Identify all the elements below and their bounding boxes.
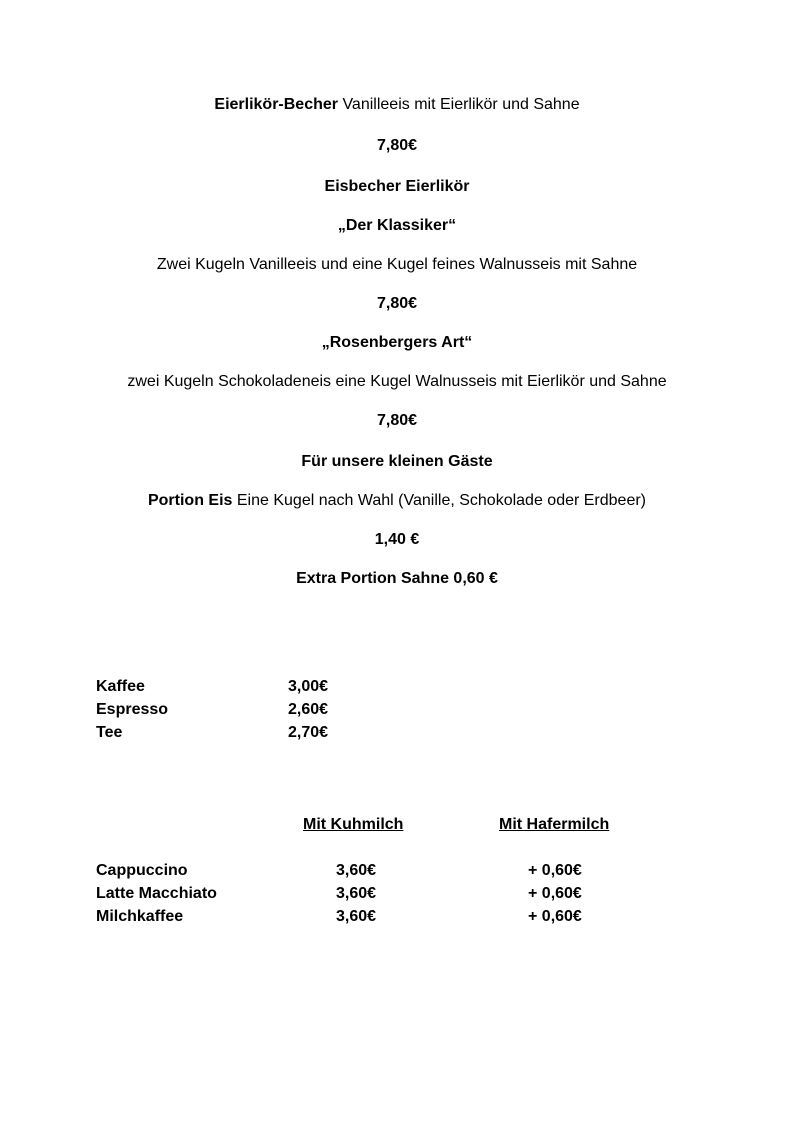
milk-drink-price: 3,60€ [336, 862, 377, 879]
drink-name: Espresso [96, 701, 169, 718]
drink-name: Tee [96, 724, 123, 741]
rosenbergers-name: „Rosenbergers Art“ [321, 334, 473, 351]
milk-drink-name: Latte Macchiato [96, 885, 217, 902]
portion-line [0, 492, 794, 510]
klassiker-description: Zwei Kugeln Vanilleeis und eine Kugel feines Walnusseis mit Sahne [156, 256, 638, 273]
milk-drink-name: Cappuccino [96, 862, 188, 879]
hafermilch-column-header: Mit Hafermilch [499, 816, 610, 833]
portion-description: Eine Kugel nach Wahl (Vanille, Schokolade oder Erdbeer) [232, 492, 647, 509]
portion-price: 1,40 € [374, 531, 420, 548]
rosenbergers-description: zwei Kugeln Schokoladeneis eine Kugel Walnusseis mit Eierlikör und Sahne [127, 373, 667, 390]
klassiker-price: 7,80€ [376, 295, 418, 312]
milk-drink-surcharge: + 0,60€ [528, 862, 582, 879]
drink-price: 2,60€ [288, 701, 329, 718]
milk-drink-price: 3,60€ [336, 908, 377, 925]
rosenbergers-price: 7,80€ [376, 412, 418, 429]
drink-price: 3,00€ [288, 678, 329, 695]
drink-name: Kaffee [96, 678, 145, 695]
eierlikoer-becher-name: Eierlikör-Becher [214, 96, 338, 113]
eisbecher-heading: Eisbecher Eierlikör [324, 178, 470, 195]
milk-drink-surcharge: + 0,60€ [528, 908, 582, 925]
eierlikoer-becher-description: Vanilleeis mit Eierlikör und Sahne [338, 96, 580, 113]
milk-drink-name: Milchkaffee [96, 908, 184, 925]
milk-drink-price: 3,60€ [336, 885, 377, 902]
eierlikoer-becher-price: 7,80€ [376, 137, 418, 154]
extra-sahne: Extra Portion Sahne 0,60 € [296, 570, 498, 587]
eierlikoer-becher-line [0, 96, 794, 114]
portion-name: Portion Eis [147, 492, 233, 509]
klassiker-name: „Der Klassiker“ [337, 217, 457, 234]
kids-heading: Für unsere kleinen Gäste [301, 453, 493, 470]
kuhmilch-column-header: Mit Kuhmilch [303, 816, 404, 833]
drink-price: 2,70€ [288, 724, 329, 741]
milk-drink-surcharge: + 0,60€ [528, 885, 582, 902]
